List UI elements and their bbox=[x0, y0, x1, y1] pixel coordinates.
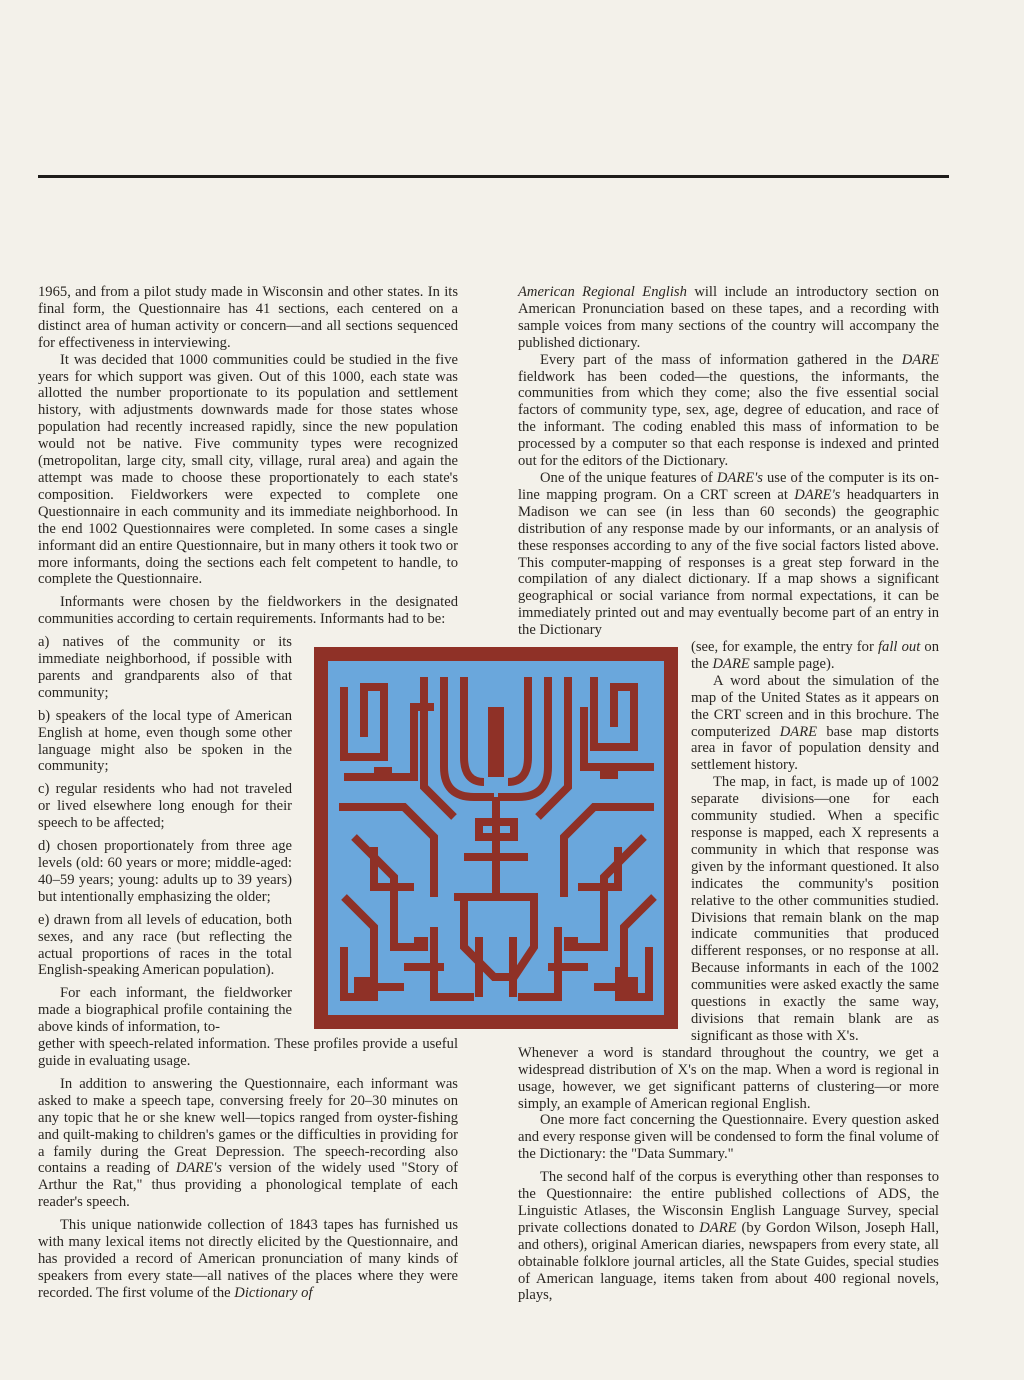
paragraph: gether with speech-related information. These profiles provide a useful guide in evaluating usage. bbox=[38, 1036, 458, 1069]
criteria-list bbox=[38, 634, 292, 1036]
paragraph: It was decided that 1000 communities could be studied in the five years for which support was given. Out of this 1000, each state was allotted the number proportionate to its population and settlement history, with adjustments downwards made for those states whose population had recently increased rapidly, since the new population would not be native. Five community types were recognized (metropolitan, large city, small city, village, rural area) and again the attempt was made to choose these proportionately to each state's composition. Fieldworkers were expected to complete one Questionnaire in each community and its immediate neighborhood. In the end 1002 Questionnaires were completed. In some cases a single informant did an entire Questionnaire, but in many others it took two or more informants, doing the sections each felt competent to handle, to complete the Questionnaire. bbox=[38, 351, 458, 588]
paragraph: Informants were chosen by the fieldworkers in the designated communities according to certain requirements. Informants had to be: bbox=[38, 594, 458, 628]
paragraph: For each informant, the fieldworker made a biographical profile containing the above kinds of information, to- bbox=[38, 985, 292, 1036]
list-item: b) speakers of the local type of American English at home, even though some other language might also be spoken in the community; bbox=[38, 707, 292, 775]
paragraph: (see, for example, the entry for fall out on the DARE sample page). bbox=[691, 639, 939, 672]
paragraph: The second half of the corpus is everything other than responses to the Questionnaire: the entire published collections of ADS, the Linguistic Atlases, the Wisconsin English Language Survey, special private collections donated to DARE (by Gordon Wilson, Joseph Hall, and others), original American diaries, newspapers from every state, all obtainable folklore journal articles, all the State Guides, special studies of American language, items taken from about 400 regional novels, plays, bbox=[518, 1169, 939, 1304]
list-item: c) regular residents who had not traveled or lived elsewhere long enough for their speech to be affected; bbox=[38, 781, 292, 832]
list-item: a) natives of the community or its immediate neighborhood, if possible with parents and grandparents also of that community; bbox=[38, 634, 292, 701]
circuit-map-illustration bbox=[314, 647, 678, 1029]
paragraph: This unique nationwide collection of 1843 tapes has furnished us with many lexical items not directly elicited by the Questionnaire, and has provided a record of American pronunciation of many kinds of speakers from every state—all natives of the places where they were recorded. The first volume of the Dictionary of bbox=[38, 1217, 458, 1301]
paragraph: A word about the simulation of the map of the United States as it appears on the CRT screen and in this brochure. The computerized DARE base map distorts area in favor of population density and settlement history. bbox=[691, 672, 939, 774]
paragraph: 1965, and from a pilot study made in Wisconsin and other states. In its final form, the Questionnaire has 41 sections, each centered on a distinct area of human activity or concern—and all sections sequenced for effectiveness in interviewing. bbox=[38, 284, 458, 351]
paragraph: The map, in fact, is made up of 1002 separate divisions—one for each community studied. When a specific response is mapped, each X represents a community in which that response was given by the informant questioned. It also indicates the community's position relative to the other communities studied. Divisions that remain blank on the map indicate communities that produced different responses, or no response at all. Because informants in each of the 1002 communities were asked exactly the same questions in exactly the same way, divisions that remain blank are as significant as those with X's. bbox=[691, 774, 939, 1044]
top-rule bbox=[38, 175, 949, 178]
wrapped-text bbox=[691, 639, 939, 1045]
paragraph: American Regional English will include an introductory section on American Pronunciation based on these tapes, and a recording with sample voices from many sections of the country will accompany the published dictionary. bbox=[518, 284, 939, 351]
circuit-map-graphic bbox=[314, 647, 678, 1029]
paragraph: One of the unique features of DARE's use of the computer is its on-line mapping program. On a CRT screen at DARE's headquarters in Madison we can see (in less than 60 seconds) the geographic distribution of any response made by our informants, or an analysis of these responses according to any of the five social factors listed above. This computer-mapping of responses is a great step forward in the compilation of any dialect dictionary. If a map shows a significant geographical or social variance from normal expectations, it can be immediately printed out and may eventually become part of an entry in the Dictionary bbox=[518, 469, 939, 639]
paragraph: One more fact concerning the Questionnaire. Every question asked and every response given will be condensed to form the final volume of the Dictionary: the "Data Summary." bbox=[518, 1112, 939, 1163]
list-item: d) chosen proportionately from three age levels (old: 60 years or more; middle-aged: 40–59 years; young: adults up to 39 years) but intentionally emphasizing the older; bbox=[38, 838, 292, 905]
paragraph: Whenever a word is standard throughout the country, we get a widespread distribution of X's on the map. When a word is regional in usage, however, we get significant patterns of clustering—or more simply, an example of American regional English. bbox=[518, 1044, 939, 1112]
list-item: e) drawn from all levels of education, both sexes, and any race (but reflecting the actual proportions of races in the total English-speaking American population). bbox=[38, 911, 292, 979]
paragraph: Every part of the mass of information gathered in the DARE fieldwork has been coded—the questions, the informants, the communities from which they come; also the five essential social factors of community type, sex, age, degree of education, and race of the informant. The coding enabled this mass of information to be processed by a computer so that each response is indexed and printed out for the editors of the Dictionary. bbox=[518, 351, 939, 470]
paragraph: In addition to answering the Questionnaire, each informant was asked to make a speech tape, conversing freely for 20–30 minutes on any topic that he or she knew well—topics ranged from oyster-fishing and quilt-making to children's games or the difficulties in providing for a family during the Great Depression. The speech-recording also contains a reading of DARE's version of the widely used "Story of Arthur the Rat," thus providing a phonological template of each reader's speech. bbox=[38, 1075, 459, 1211]
